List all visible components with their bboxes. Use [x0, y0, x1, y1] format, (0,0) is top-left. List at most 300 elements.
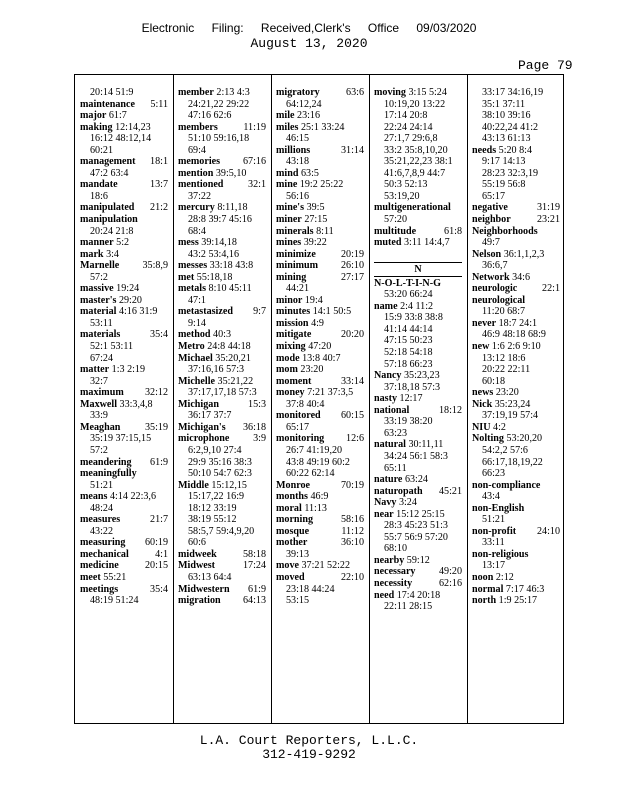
index-term: mines	[276, 237, 302, 249]
index-term: necessary	[374, 566, 416, 578]
index-entry	[374, 509, 462, 521]
index-term: mess	[178, 237, 199, 249]
index-entry	[472, 584, 560, 596]
index-entry	[80, 179, 168, 191]
index-entry	[472, 283, 560, 295]
index-term: mining	[276, 271, 307, 283]
index-entry	[178, 202, 266, 214]
index-locators: 23:20	[493, 387, 519, 399]
index-locator-line: 32:7	[90, 375, 108, 387]
index-term: minimum	[276, 260, 319, 272]
index-locator-line: 37:17,17,18 57:3	[188, 387, 257, 399]
index-term: non-religious	[472, 548, 529, 560]
index-entry	[276, 376, 364, 388]
index-entry	[80, 468, 168, 480]
index-locator-line: 35:19 37:15,15	[90, 433, 152, 445]
index-locators: 61:9	[248, 583, 266, 595]
index-entry	[472, 572, 560, 584]
index-locators: 29:20	[116, 294, 142, 306]
index-term: meandering	[80, 456, 132, 468]
index-locator-line: 37:8 40:4	[286, 398, 325, 410]
index-entry	[178, 422, 266, 434]
index-locators: 26:10	[341, 260, 364, 272]
index-locators: 12:6	[346, 433, 364, 445]
index-locator-line: 68:10	[384, 543, 407, 555]
index-locators: 33:14	[341, 375, 364, 387]
index-locator-line: 16:12 48:12,14	[90, 133, 152, 145]
index-locator-line: 17:14 20:8	[384, 110, 428, 122]
index-locator-line: 9:14	[188, 317, 206, 329]
index-locator-line: 28:8 39:7 45:16	[188, 214, 252, 226]
index-locators: 35:21,22	[215, 375, 254, 387]
index-locator-line: 47:15 50:23	[384, 335, 433, 347]
index-term: Network	[472, 271, 510, 283]
index-entry	[374, 439, 462, 451]
index-frame	[74, 74, 564, 724]
index-locators: 58:18	[243, 548, 266, 560]
index-locators: 3:4	[103, 248, 119, 260]
index-entry	[80, 584, 168, 596]
index-locators: 67:16	[243, 156, 266, 168]
index-entry	[374, 278, 462, 290]
index-locators: 58:16	[341, 514, 364, 526]
index-locators: 70:19	[341, 479, 364, 491]
index-column-5	[472, 87, 560, 607]
index-entry	[80, 560, 168, 572]
index-locator-line: 33:2 35:8,10,20	[384, 144, 448, 156]
index-term: need	[374, 589, 395, 601]
index-term: mission	[276, 317, 309, 329]
index-locators: 60:15	[341, 410, 364, 422]
index-entry	[80, 422, 168, 434]
index-term: naturopath	[374, 485, 423, 497]
index-entry	[80, 202, 168, 214]
index-term: member	[178, 87, 214, 98]
index-entry	[80, 306, 168, 318]
index-term: mechanical	[80, 548, 129, 560]
index-locator-line: 39:13	[286, 548, 309, 560]
index-locator-line: 33:19 38:20	[384, 416, 433, 428]
index-entry	[374, 226, 462, 238]
index-term: non-English	[472, 502, 525, 514]
index-locators: 1:3 2:19	[109, 364, 146, 376]
index-entry	[276, 260, 364, 272]
index-locators: 36:1,1,2,3	[501, 248, 545, 260]
index-term: multigenerational	[374, 202, 451, 214]
index-entry	[276, 560, 364, 572]
index-term: minutes	[276, 306, 311, 318]
index-locator-line: 55:7 56:9 57:20	[384, 531, 448, 543]
index-term: mind	[276, 167, 299, 179]
index-term: news	[472, 387, 494, 399]
index-term: meet	[80, 571, 101, 583]
index-term: noon	[472, 571, 494, 583]
index-locators: 55:21	[100, 571, 127, 583]
index-locators: 4:1	[155, 548, 168, 560]
index-term: north	[472, 595, 497, 607]
index-entry	[276, 526, 364, 538]
index-locators: 23:21	[537, 214, 560, 226]
index-locator-line: 38:19 55:12	[188, 514, 237, 526]
index-locator-line: 11:20 68:7	[482, 306, 526, 318]
index-term: Michael	[178, 352, 213, 364]
index-term: millions	[276, 144, 311, 156]
reporter-phone: 312-419-9292	[262, 747, 356, 762]
index-term: money	[276, 387, 305, 399]
index-locators: 24:8 44:18	[204, 341, 251, 353]
index-term: method	[178, 329, 211, 341]
index-term: mandate	[80, 179, 118, 191]
index-entry	[276, 364, 364, 376]
index-term: necessity	[374, 577, 413, 589]
index-term: Marnelle	[80, 260, 120, 272]
index-entry	[374, 301, 462, 313]
index-entry	[276, 110, 364, 122]
index-locator-line: 24:21,22 29:22	[188, 98, 250, 110]
index-entry	[178, 376, 266, 388]
index-term: microphone	[178, 433, 230, 445]
index-locators: 3:15 5:24	[405, 87, 447, 98]
index-entry	[178, 399, 266, 411]
index-locators: 36:10	[341, 537, 364, 549]
index-entry	[472, 503, 560, 515]
index-locator-line: 10:19,20 13:22	[384, 98, 446, 110]
index-locators: 35:4	[150, 583, 168, 595]
index-term: Michigan's	[178, 421, 226, 433]
index-locators: 61:8	[444, 225, 462, 237]
index-locator-line: 57:2	[90, 444, 108, 456]
index-locators: 31:14	[341, 144, 364, 156]
index-locators: 12:17	[397, 393, 423, 405]
index-locators: 23:16	[294, 110, 321, 122]
index-entry	[80, 99, 168, 111]
index-entry	[374, 370, 462, 382]
index-locator-line: 51:10 59:16,18	[188, 133, 250, 145]
index-term: needs	[472, 144, 497, 156]
reporter-name: L.A. Court Reporters, L.L.C.	[199, 733, 419, 748]
index-entry	[80, 237, 168, 249]
index-locator-line: 46:9 48:18 68:9	[482, 329, 546, 341]
index-locator-line: 28:3 45:23 51:3	[384, 520, 448, 532]
index-term: minor	[276, 294, 303, 306]
index-term: mile	[276, 110, 295, 122]
index-term: metastasized	[178, 306, 233, 318]
index-column-4	[374, 87, 462, 613]
index-term: monitoring	[276, 433, 325, 445]
index-locator-line: 22:24 24:14	[384, 121, 433, 133]
index-term: mine	[276, 179, 298, 191]
index-term: material	[80, 306, 117, 318]
index-locator-line: 65:17	[482, 190, 505, 202]
index-locators: 39:14,18	[198, 237, 237, 249]
index-term: matter	[80, 364, 110, 376]
transcript-date: August 13, 2020	[250, 36, 368, 51]
index-entry	[374, 87, 462, 99]
index-locator-line: 20:22 22:11	[482, 364, 531, 376]
index-term: neurological	[472, 294, 526, 306]
index-locator-line: 48:24	[90, 502, 113, 514]
index-locator-line: 68:4	[188, 225, 206, 237]
index-entry	[472, 318, 560, 330]
index-locator-line: 50:10 54:7 62:3	[188, 468, 252, 480]
index-locators: 4:2	[490, 421, 506, 433]
index-locators: 61:9	[150, 456, 168, 468]
index-term: miner	[276, 214, 302, 226]
index-term: morning	[276, 514, 314, 526]
index-locator-line: 49:7	[482, 237, 500, 249]
index-locator-line: 26:7 41:19,20	[286, 444, 343, 456]
index-locators: 5:2	[113, 237, 130, 249]
index-locators: 45:21	[439, 485, 462, 497]
page-number: Page 79	[518, 58, 573, 73]
index-entry	[178, 329, 266, 341]
index-locators: 21:7	[150, 514, 168, 526]
index-locator-line: 29:9 35:16 38:3	[188, 456, 252, 468]
index-locators: 31:19	[537, 202, 560, 214]
index-locator-line: 36:17 37:7	[188, 410, 232, 422]
index-entry	[472, 202, 560, 214]
index-term: months	[276, 491, 308, 503]
column-divider	[467, 75, 468, 723]
index-locator-line: 43:2 53:4,16	[188, 248, 240, 260]
index-locators: 19:2 25:22	[297, 179, 344, 191]
index-entry	[374, 497, 462, 509]
index-locators: 7:21 37:3,5	[304, 387, 354, 399]
index-entry	[276, 514, 364, 526]
index-locator-line: 51:21	[482, 514, 505, 526]
index-term: new	[472, 341, 490, 353]
index-term: non-profit	[472, 525, 517, 537]
index-locators: 39:5	[304, 202, 325, 214]
index-entry	[80, 122, 168, 134]
index-locator-line: 37:22	[188, 190, 211, 202]
index-entry	[178, 122, 266, 134]
index-locator-line: 67:24	[90, 352, 113, 364]
index-locators: 1:9 25:17	[496, 595, 538, 607]
index-term: moved	[276, 571, 305, 583]
index-term: moving	[374, 87, 406, 98]
index-locators: 35:23,23	[401, 370, 440, 382]
index-locators: 37:21 52:22	[298, 560, 351, 572]
index-term: metals	[178, 283, 207, 295]
index-term: manipulated	[80, 202, 135, 214]
index-locator-line: 20:14 51:9	[90, 87, 134, 98]
column-divider	[369, 75, 370, 723]
index-locator-line: 37:19,19 57:4	[482, 410, 539, 422]
index-locators: 63:5	[298, 167, 319, 179]
index-locators: 15:12 25:15	[393, 508, 445, 520]
index-term: meetings	[80, 583, 119, 595]
index-entry	[374, 202, 462, 214]
index-locators: 23:20	[297, 364, 324, 376]
index-term: nasty	[374, 393, 397, 405]
index-term: Neighborhoods	[472, 225, 538, 237]
index-term: measures	[80, 514, 121, 526]
index-entry	[472, 433, 560, 445]
index-locators: 7:17 46:3	[503, 583, 545, 595]
index-term: Midwest	[178, 560, 216, 572]
index-locator-line: 40:22,24 41:2	[482, 121, 539, 133]
index-entry	[374, 566, 462, 578]
index-entry	[276, 341, 364, 353]
index-locator-line: 60:6	[188, 537, 206, 549]
index-locator-line: 47:2 63:4	[90, 167, 129, 179]
index-locator-line: 50:3 52:13	[384, 179, 428, 191]
index-entry	[178, 549, 266, 561]
index-locator-line: 33:17 34:16,19	[482, 87, 544, 98]
index-entry	[80, 110, 168, 122]
index-term: neighbor	[472, 214, 511, 226]
index-term: mixing	[276, 341, 306, 353]
index-term: N-O-L-T-I-N-G	[374, 277, 441, 289]
index-term: name	[374, 300, 398, 312]
index-entry	[276, 168, 364, 180]
section-rule	[374, 262, 462, 263]
index-term: Michigan	[178, 398, 219, 410]
index-term: negative	[472, 202, 508, 214]
index-term: met	[178, 271, 195, 283]
index-term: Nancy	[374, 370, 402, 382]
index-entry	[276, 145, 364, 157]
index-entry	[276, 87, 364, 99]
index-term: Monroe	[276, 479, 311, 491]
index-locator-line: 56:16	[286, 190, 309, 202]
index-entry	[276, 295, 364, 307]
index-locators: 63:24	[402, 474, 428, 486]
index-term: Nolting	[472, 433, 504, 445]
index-term: normal	[472, 583, 504, 595]
index-entry	[276, 353, 364, 365]
index-term: measuring	[80, 537, 126, 549]
index-entry	[276, 214, 364, 226]
index-entry	[276, 491, 364, 503]
index-term: mark	[80, 248, 104, 260]
index-entry	[80, 249, 168, 261]
index-term: miles	[276, 121, 299, 133]
index-locator-line: 46:15	[286, 133, 309, 145]
index-locators: 34:6	[509, 271, 531, 283]
index-locators: 21:2	[150, 202, 168, 214]
index-entry	[80, 295, 168, 307]
index-entry	[276, 226, 364, 238]
index-locators: 5:11	[150, 98, 168, 110]
index-column-3	[276, 87, 364, 607]
index-term: natural	[374, 439, 406, 451]
index-locator-line: 69:4	[188, 144, 206, 156]
index-entry	[178, 237, 266, 249]
index-locator-line: 13:12 18:6	[482, 352, 526, 364]
index-locators: 13:7	[150, 179, 168, 191]
index-locators: 8:11	[313, 225, 334, 237]
index-term: move	[276, 560, 299, 572]
index-entry	[472, 295, 560, 307]
index-locators: 8:10 45:11	[206, 283, 252, 295]
index-locators: 2:12	[493, 571, 514, 583]
index-locators: 64:13	[243, 595, 266, 607]
index-locator-line: 15:17,22 16:9	[188, 491, 245, 503]
index-entry	[472, 399, 560, 411]
index-term: nature	[374, 474, 403, 486]
index-entry	[472, 226, 560, 238]
index-locators: 30:11,11	[405, 439, 444, 451]
index-term: materials	[80, 329, 121, 341]
index-entry	[276, 237, 364, 249]
index-term: master's	[80, 294, 117, 306]
index-entry	[374, 405, 462, 417]
index-entry	[178, 260, 266, 272]
index-locators: 4:14 22:3,6	[107, 491, 156, 503]
index-locators: 62:16	[439, 577, 462, 589]
index-locators: 11:12	[341, 525, 364, 537]
index-entry	[80, 491, 168, 503]
index-term: mother	[276, 537, 308, 549]
index-locator-line: 53:11	[90, 317, 113, 329]
index-locator-line: 20:24 21:8	[90, 225, 134, 237]
index-locator-line: 53:15	[286, 595, 309, 607]
index-entry	[80, 387, 168, 399]
index-entry	[374, 555, 462, 567]
index-term: mom	[276, 364, 298, 376]
index-term: manipulation	[80, 214, 138, 226]
index-locators: 39:5,10	[213, 167, 247, 179]
index-locators: 53:20,20	[503, 433, 543, 445]
index-entry	[276, 249, 364, 261]
index-locator-line: 33:9	[90, 410, 108, 422]
index-term: migration	[178, 595, 221, 607]
index-locators: 35:19	[145, 421, 168, 433]
index-locators: 18:1	[150, 156, 168, 168]
index-locators: 1:6 2:6 9:10	[489, 341, 541, 353]
index-locators: 9:7	[253, 306, 266, 318]
index-term: migratory	[276, 87, 320, 98]
index-entry	[178, 179, 266, 191]
index-entry	[276, 179, 364, 191]
index-locator-line: 57:20	[384, 214, 407, 226]
index-term: Nelson	[472, 248, 502, 260]
index-entry	[178, 87, 266, 99]
index-term: moment	[276, 375, 312, 387]
index-locators: 19:24	[113, 283, 140, 295]
index-locator-line: 55:19 56:8	[482, 179, 526, 191]
index-locator-line: 35:21,22,23 38:1	[384, 156, 453, 168]
index-locators: 20:15	[145, 560, 168, 572]
index-locator-line: 18:6	[90, 190, 108, 202]
index-entry	[276, 503, 364, 515]
index-term: mercury	[178, 202, 215, 214]
index-locators: 18:12	[439, 404, 462, 416]
section-letter: N	[414, 264, 422, 276]
index-term: members	[178, 121, 218, 133]
index-entry	[276, 537, 364, 549]
index-locators: 3:9	[253, 433, 266, 445]
index-entry	[276, 122, 364, 134]
index-entry	[472, 549, 560, 561]
index-locators: 33:3,4,8	[117, 398, 153, 410]
index-entry	[472, 595, 560, 607]
index-locator-line: 47:1	[188, 294, 206, 306]
index-term: mitigate	[276, 329, 312, 341]
index-locator-line: 43:22	[90, 525, 113, 537]
index-entry	[80, 514, 168, 526]
index-locator-line: 52:1 53:11	[90, 341, 134, 353]
index-locator-line: 60:18	[482, 375, 505, 387]
index-locator-line: 35:1 37:11	[482, 98, 526, 110]
index-locator-line: 6:2,9,10 27:4	[188, 444, 242, 456]
index-term: medicine	[80, 560, 119, 572]
index-entry	[374, 474, 462, 486]
index-term: mention	[178, 167, 214, 179]
index-entry	[472, 422, 560, 434]
